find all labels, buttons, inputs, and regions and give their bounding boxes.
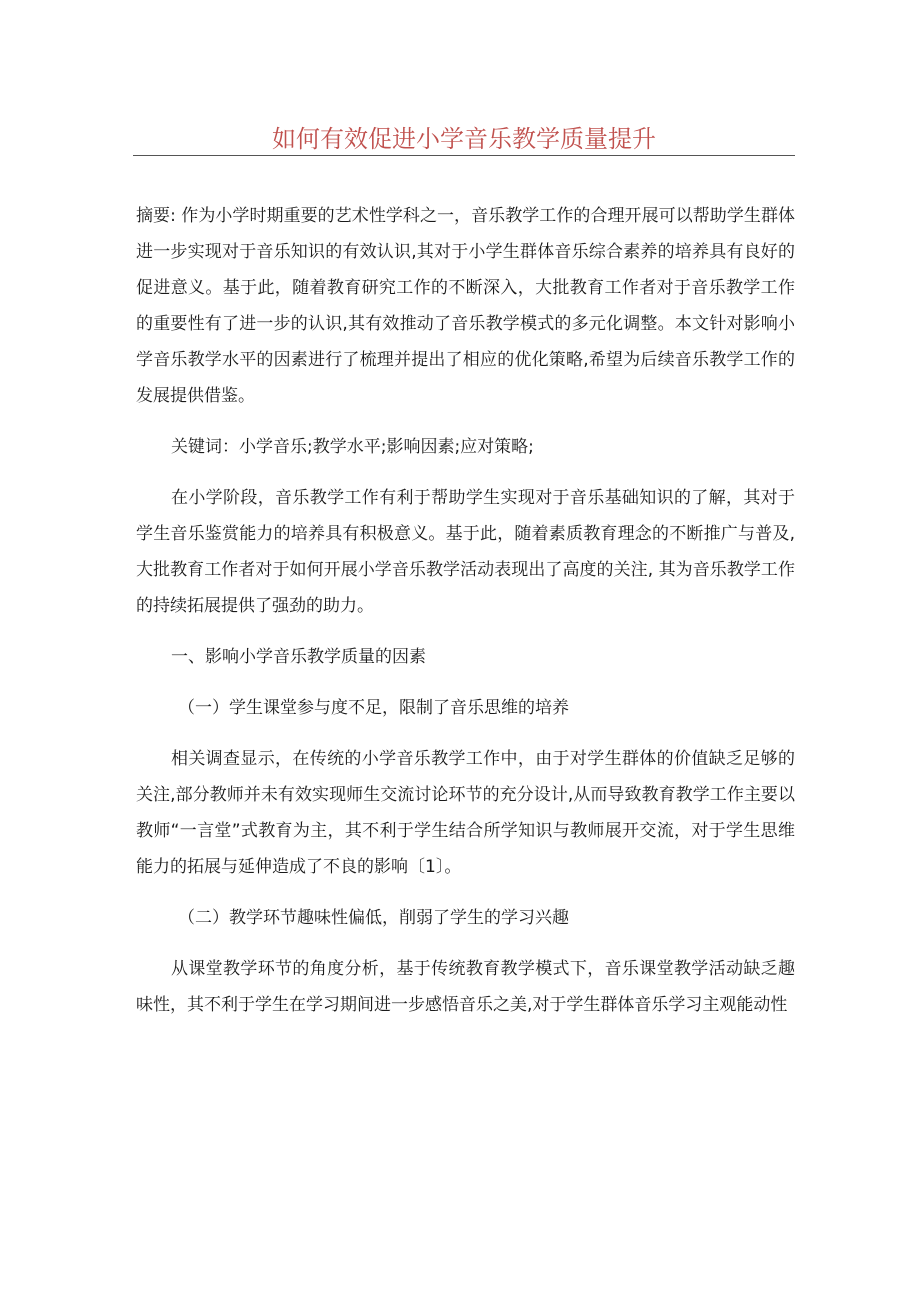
keywords-line: 关键词：小学音乐;教学水平;影响因素;应对策略; (171, 437, 534, 457)
section-heading-1: 一、影响小学音乐教学质量的因素 (171, 647, 426, 667)
title-underline (133, 155, 795, 156)
subsection-heading-1: （一）学生课堂参与度不足，限制了音乐思维的培养 (178, 698, 569, 718)
intro-paragraph: 在小学阶段，音乐教学工作有利于帮助学生实现对于音乐基础知识的了解，其对于学生音乐鉴赏能力的培养具有积极意义。基于此，随着素质教育理念的不断推广与普及,大批教育工作者对于如何开展小学音乐教学活动表现出了高度的关注, 其为音乐教学工作的持续拓展提供了强劲的助力。 (136, 488, 795, 616)
abstract-paragraph: 摘要: 作为小学时期重要的艺术性学科之一，音乐教学工作的合理开展可以帮助学生群体进一步实现对于音乐知识的有效认识,其对于小学生群体音乐综合素养的培养具有良好的促进意义。基于此，随着教育研究工作的不断深入，大批教育工作者对于音乐教学工作的重要性有了进一步的认识,其有效推动了音乐教学模式的多元化调整。本文针对影响小学音乐教学水平的因素进行了梳理并提出了相应的优化策略,希望为后续音乐教学工作的发展提供借鉴。 (136, 206, 795, 406)
subsection-heading-2: （二）教学环节趣味性偏低，削弱了学生的学习兴趣 (178, 908, 569, 928)
subsection-1-paragraph: 相关调查显示，在传统的小学音乐教学工作中，由于对学生群体的价值缺乏足够的关注,部分教师并未有效实现师生交流讨论环节的充分设计,从而导致教育教学工作主要以教师“一言堂”式教育为主，其不利于学生结合所学知识与教师展开交流，对于学生思维能力的拓展与延伸造成了不良的影响〔1〕。 (136, 749, 795, 877)
document-body (136, 198, 795, 1038)
document-title: 如何有效促进小学音乐教学质量提升 (272, 125, 656, 153)
subsection-2-paragraph: 从课堂教学环节的角度分析，基于传统教育教学模式下，音乐课堂教学活动缺乏趣味性，其不利于学生在学习期间进一步感悟音乐之美,对于学生群体音乐学习主观能动性 (136, 959, 795, 1015)
